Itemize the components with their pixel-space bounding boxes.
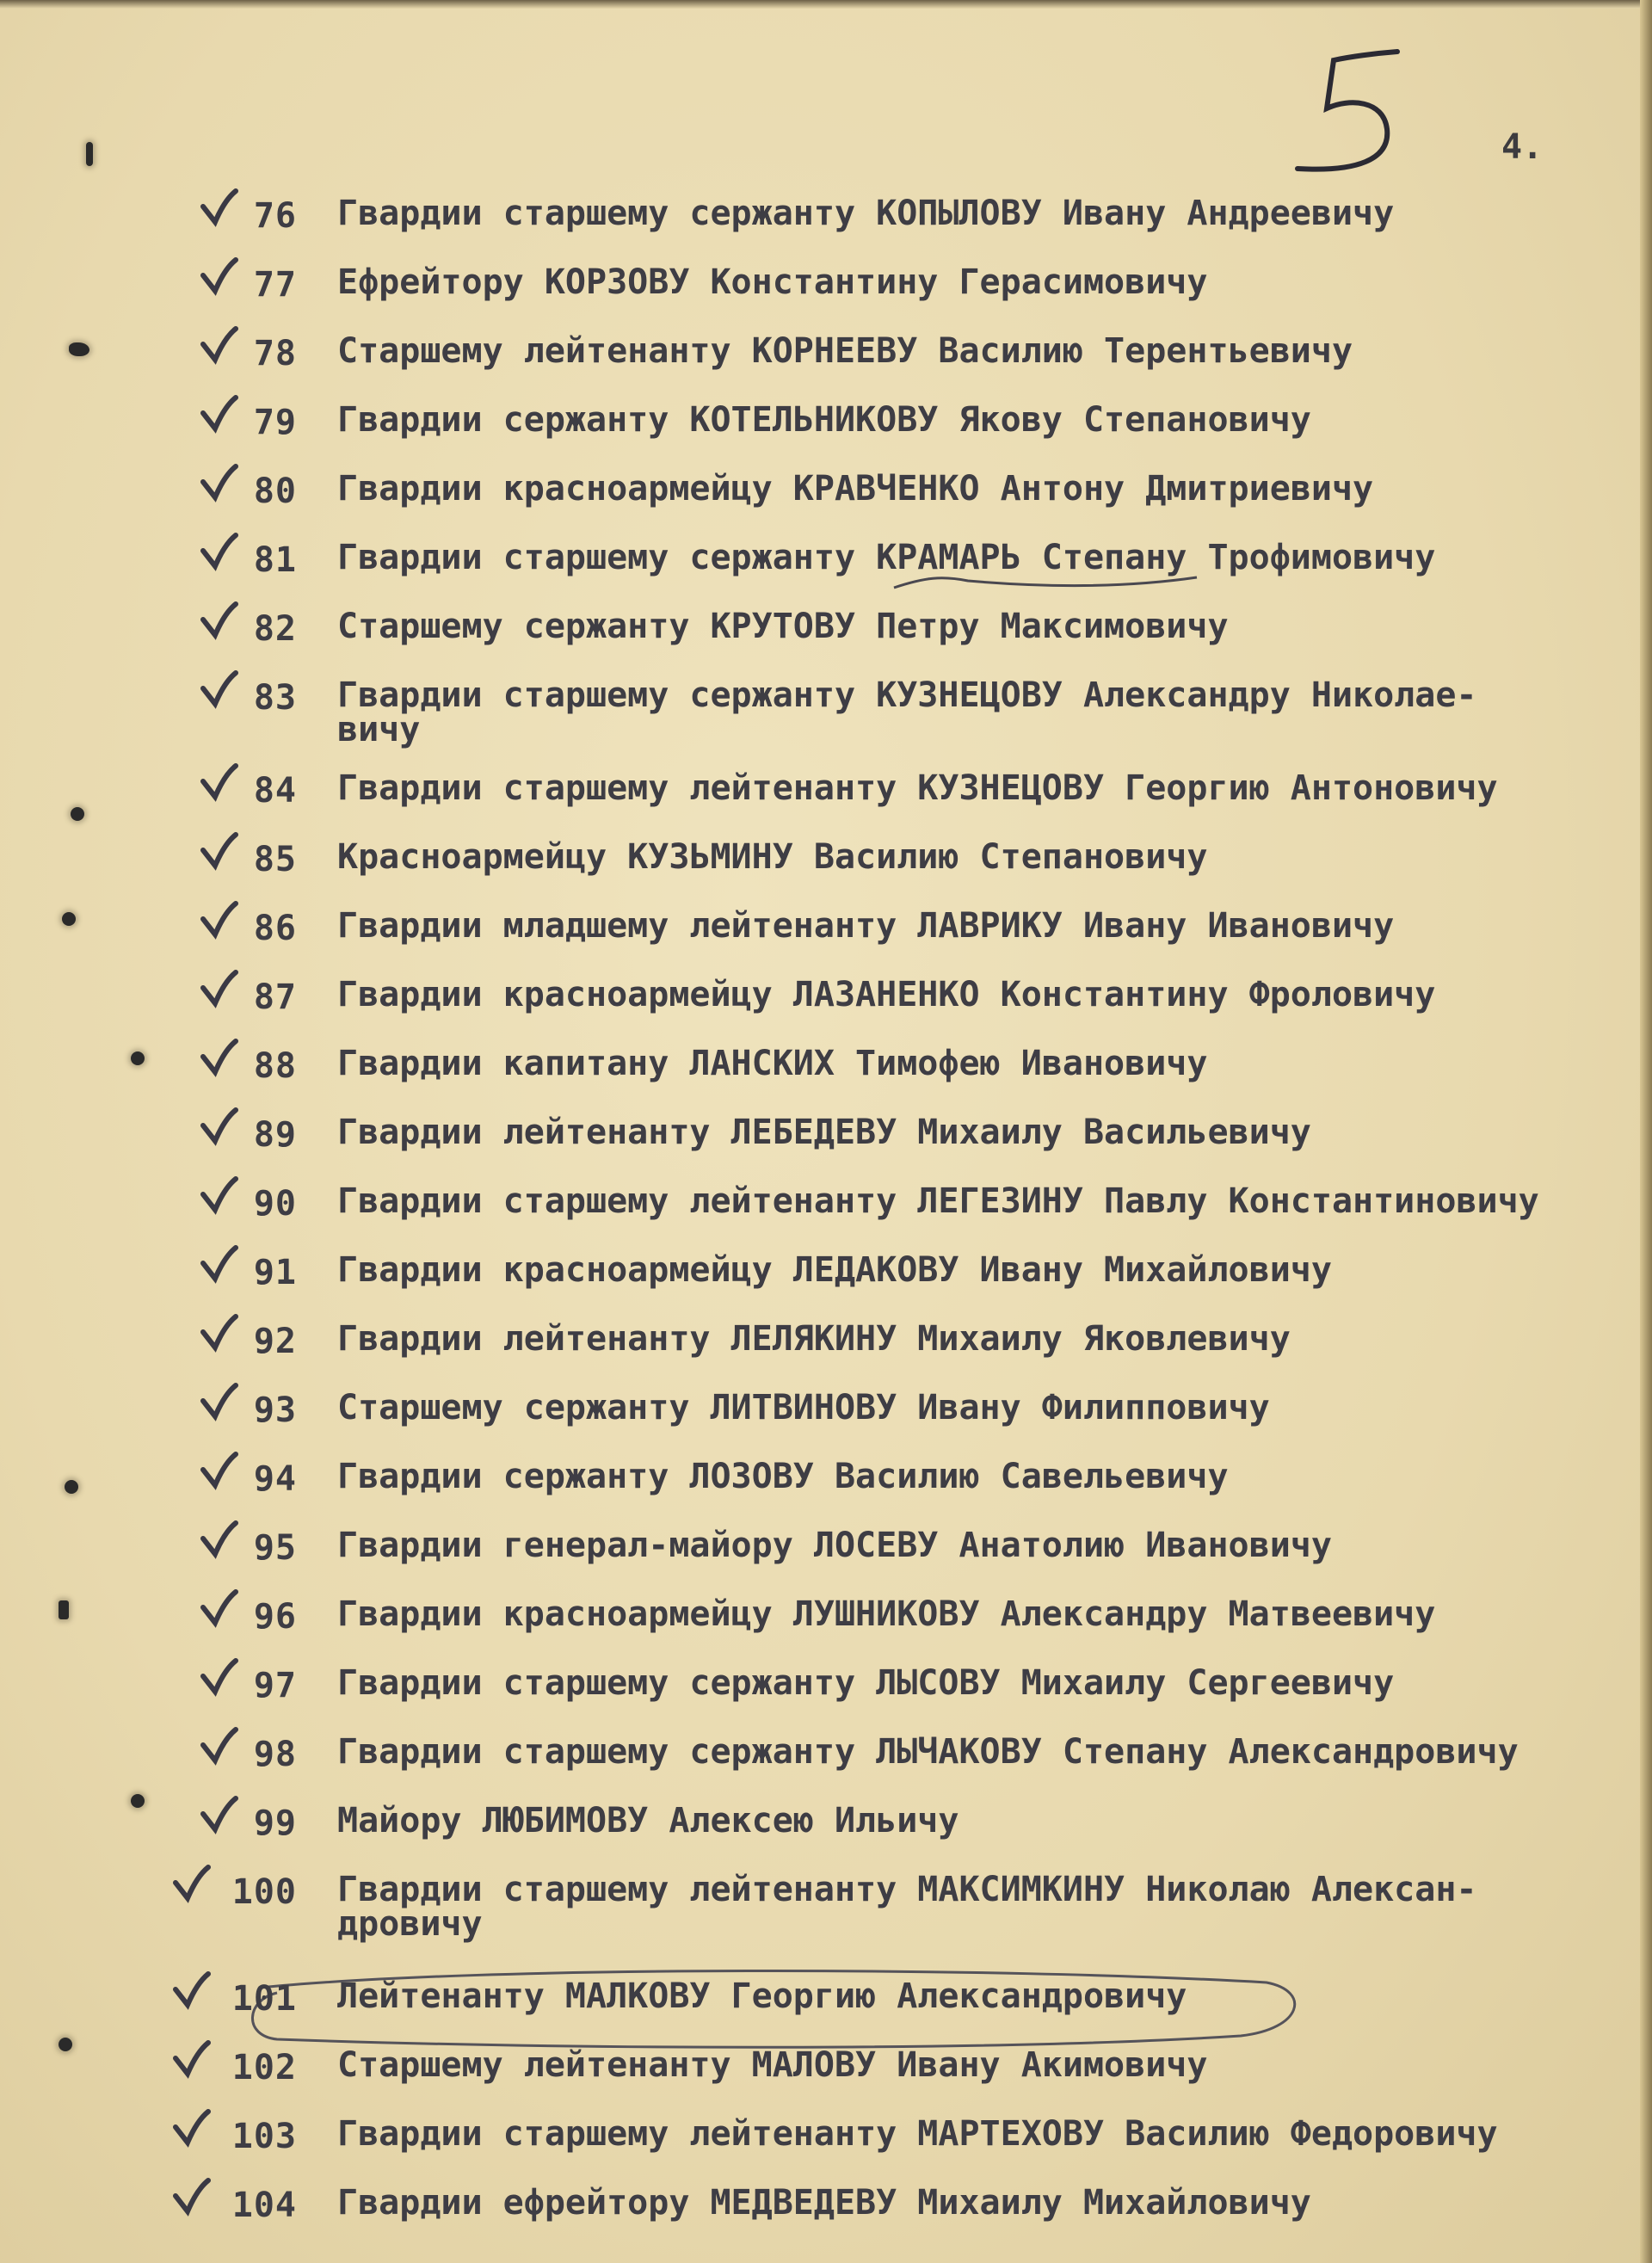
entry-text: Старшему лейтенанту МАЛОВУ Ивану Акимовичу [337,2045,1208,2085]
top-edge-shadow [0,0,1652,9]
entry-number: 86 [253,909,297,948]
entry-number: 77 [253,265,297,305]
entry-number: 102 [231,2048,297,2087]
list-item [0,1390,1652,1459]
entry-number: 100 [231,1872,297,1912]
entry-number: 101 [231,1979,297,2019]
entry-number: 95 [253,1528,297,1568]
handwritten-page-number [1289,34,1409,181]
entry-number: 99 [253,1804,297,1843]
entry-number: 91 [253,1253,297,1292]
list-item [0,262,1652,334]
entry-text: Гвардии красноармейцу КРАВЧЕНКО Антону Дмитриевичу [337,469,1374,509]
list-item [0,196,1652,265]
entry-number: 76 [253,196,297,236]
entry-text: Гвардии старшему сержанту КОПЫЛОВУ Ивану Андреевичу [337,194,1395,233]
binder-hole [86,142,93,166]
entry-text: Гвардии сержанту КОТЕЛЬНИКОВУ Якову Степановичу [337,400,1311,440]
list-item [0,2183,1652,2254]
list-item [0,1250,1652,1322]
entry-number: 89 [253,1115,297,1155]
entry-number: 83 [253,678,297,718]
entry-number: 78 [253,334,297,373]
entry-text: Ефрейтору КОРЗОВУ Константину Герасимовичу [337,262,1208,302]
list-item [0,400,1652,472]
list-item [0,1732,1652,1804]
entry-text: Гвардии младшему лейтенанту ЛАВРИКУ Ивану Ивановичу [337,906,1395,946]
entry-number: 82 [253,609,297,649]
entry-text: Лейтенанту МАЛКОВУ Георгию Александровичу [337,1976,1187,2016]
entry-text: Красноармейцу КУЗЬМИНУ Василию Степановичу [337,837,1208,877]
entry-number: 79 [253,403,297,442]
entry-number: 92 [253,1322,297,1361]
entry-number: 94 [253,1459,297,1499]
entry-text: Гвардии старшему сержанту ЛЫСОВУ Михаилу Сергеевичу [337,1663,1395,1703]
entry-text: Гвардии старшему лейтенанту МАРТЕХОВУ Василию Федоровичу [337,2114,1498,2154]
entry-text: Гвардии красноармейцу ЛАЗАНЕНКО Константину Фроловичу [337,975,1436,1014]
list-item [0,540,1652,609]
list-item [0,1594,1652,1666]
list-item [0,768,1652,840]
entry-text: Старшему сержанту КРУТОВУ Петру Максимовичу [337,607,1229,646]
entry-number: 96 [253,1597,297,1637]
entry-number: 80 [253,472,297,511]
typed-page-number: 4. [1501,127,1544,167]
entry-number: 104 [231,2186,297,2225]
entry-text: Гвардии старшему сержанту КУЗНЕЦОВУ Александру Николае- вичу [337,675,1477,749]
entry-text: Гвардии сержанту ЛОЗОВУ Василию Савельевичу [337,1457,1229,1496]
entry-text: Гвардии старшему лейтенанту ЛЕГЕЗИНУ Павлу Константиновичу [337,1181,1539,1221]
entry-text: Старшему сержанту ЛИТВИНОВУ Ивану Филипповичу [337,1388,1270,1427]
entry-number: 90 [253,1184,297,1224]
list-item [0,2045,1652,2117]
list-item [0,1801,1652,1872]
entry-text: Гвардии красноармейцу ЛУШНИКОВУ Александру Матвеевичу [337,1594,1436,1634]
list-item [0,906,1652,977]
list-item [0,1870,1652,1944]
list-item [0,1663,1652,1735]
entry-text: Гвардии генерал-майору ЛОСЕВУ Анатолию Ивановичу [337,1526,1332,1565]
list-item [0,331,1652,403]
entry-text: Гвардии лейтенанту ЛЕБЕДЕВУ Михаилу Васильевичу [337,1113,1311,1152]
list-item [0,609,1652,678]
list-item [0,1528,1652,1597]
entry-text: Гвардии старшему лейтенанту КУЗНЕЦОВУ Георгию Антоновичу [337,768,1498,808]
entry-number: 81 [253,540,297,580]
list-item [0,1976,1652,2048]
entry-text: Гвардии красноармейцу ЛЕДАКОВУ Ивану Михайловичу [337,1250,1332,1290]
entry-number: 98 [253,1735,297,1774]
entry-text: Гвардии старшему лейтенанту МАКСИМКИНУ Николаю Алексан- дровичу [337,1870,1477,1944]
entry-number: 88 [253,1046,297,1086]
entry-number: 85 [253,840,297,879]
entry-text: Гвардии капитану ЛАНСКИХ Тимофею Ивановичу [337,1044,1208,1083]
list-item [0,675,1652,749]
entry-text: Гвардии лейтенанту ЛЕЛЯКИНУ Михаилу Яковлевичу [337,1319,1291,1359]
list-item [0,1115,1652,1184]
entry-number: 87 [253,977,297,1017]
list-item [0,837,1652,909]
entry-text: Гвардии старшему сержанту ЛЫЧАКОВУ Степану Александровичу [337,1732,1519,1772]
list-item [0,1319,1652,1390]
entry-number: 84 [253,771,297,811]
entry-text: Гвардии ефрейтору МЕДВЕДЕВУ Михаилу Михайловичу [337,2183,1311,2223]
entry-text: Старшему лейтенанту КОРНЕЕВУ Василию Терентьевичу [337,331,1353,371]
list-item [0,1459,1652,1528]
entry-number: 97 [253,1666,297,1705]
entry-text: Гвардии старшему сержанту КРАМАРЬ Степану Трофимовичу [337,538,1436,577]
entry-number: 93 [253,1390,297,1430]
list-item [0,2114,1652,2186]
entry-number: 103 [231,2117,297,2156]
list-item [0,469,1652,540]
list-item [0,1181,1652,1253]
entry-text: Майору ЛЮБИМОВУ Алексею Ильичу [337,1801,959,1841]
list-item [0,1046,1652,1115]
list-item [0,977,1652,1046]
